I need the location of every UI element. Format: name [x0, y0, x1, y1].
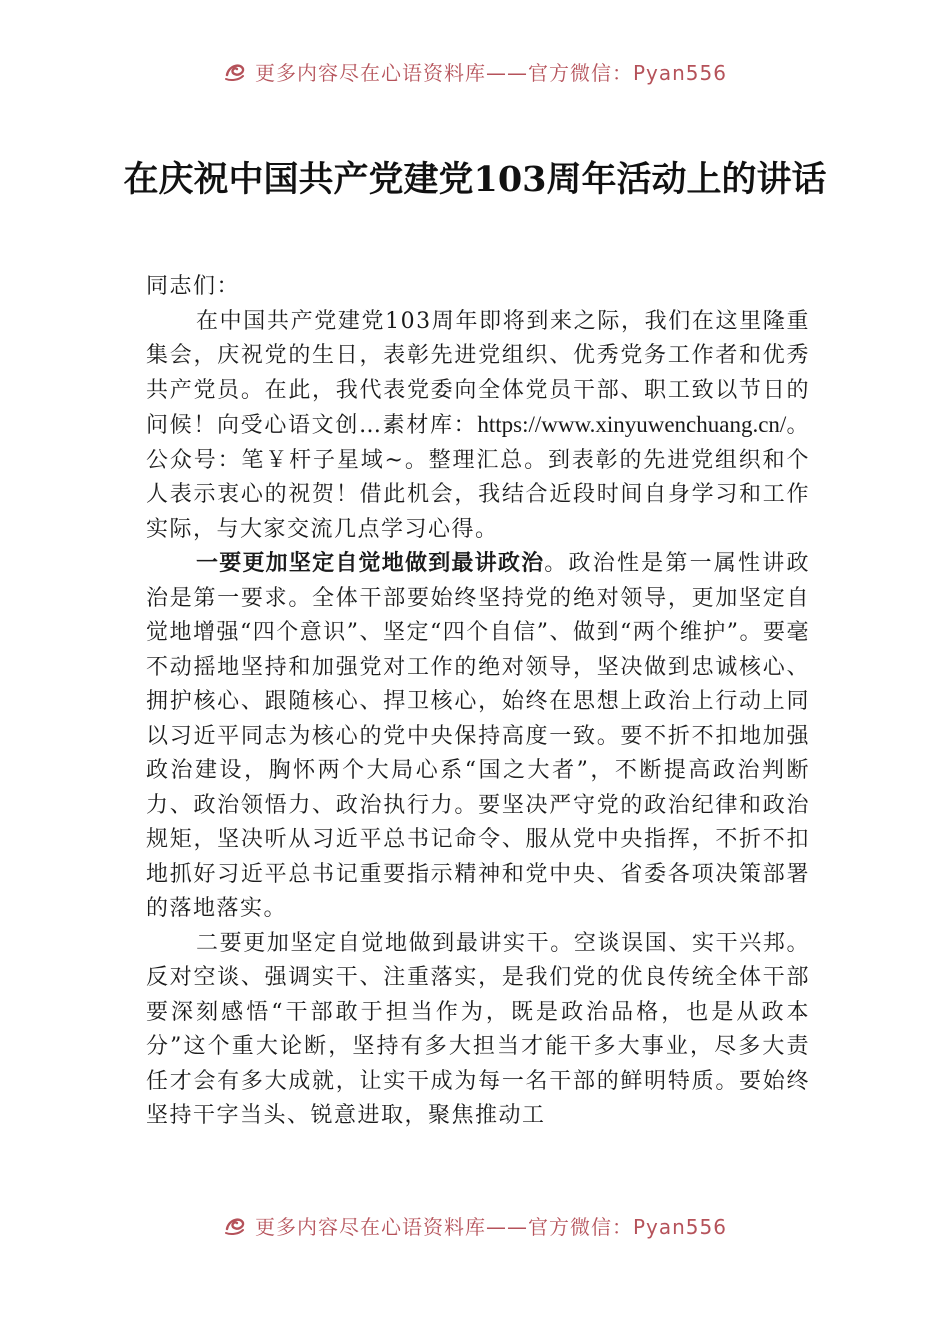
paragraph-1-tail: 。公众号：笔￥杆子星域~。整理汇总。到表彰的先进党组织和个人表示衷心的祝贺！借此机会，我结合近段时间自身学习和工作实际，与大家交流几点学习心得。: [146, 413, 810, 542]
watermark-text: 更多内容尽在心语资料库——官方微信：Pyan556: [254, 60, 727, 85]
spiral-logo-icon: [223, 59, 247, 83]
paragraph-2-heading: 一要更加坚定自觉地做到最讲政治: [196, 551, 545, 576]
paragraph-3: 二要更加坚定自觉地做到最讲实干。空谈误国、实干兴邦。反对空谈、强调实干、注重落实，是我们党的优良传统全体干部要深刻感悟“干部敢于担当作为，既是政治品格，也是从政本分”这个重大论断，坚持有多大担当才能干多大事业，尽多大责任才会有多大成就，让实干成为每一名干部的鲜明特质。要始终坚持干字当头、锐意进取，聚焦推动工: [146, 930, 810, 1128]
salutation: 同志们：: [146, 274, 241, 299]
header-watermark: [0, 56, 950, 86]
paragraph-2-text: 。政治性是第一属性讲政治是第一要求。全体干部要始终坚持党的绝对领导，更加坚定自觉地增强“四个意识”、坚定“四个自信”、做到“两个维护”。要毫不动摇地坚持和加强党对工作的绝对领导，坚决做到忠诚核心、拥护核心、跟随核心、捍卫核心，始终在思想上政治上行动上同以习近平同志为核心的党中央保持高度一致。要不折不扣地加强政治建设，胸怀两个大局心系“国之大者”，不断提高政治判断力、政治领悟力、政治执行力。要坚决严守党的政治纪律和政治规矩，坚决听从习近平总书记命令、服从党中央指挥，不折不扣地抓好习近平总书记重要指示精神和党中央、省委各项决策部署的落地落实。: [146, 551, 810, 921]
document-title: 在庆祝中国共产党建党103周年活动上的讲话: [123, 159, 827, 200]
footer-watermark: [0, 1210, 950, 1240]
paragraph-1-text: 在中国共产党建党103周年即将到来之际，我们在这里隆重集会，庆祝党的生日，表彰先进党组织、优秀党务工作者和优秀共产党员。在此，我代表党委向全体党员干部、职工致以节日的问候！向受心语文创…素材库：: [146, 308, 810, 438]
source-url: https://www.xinyuwenchuang.cn/: [477, 412, 787, 437]
watermark-text: 更多内容尽在心语资料库——官方微信：Pyan556: [254, 1214, 727, 1239]
document-body: [146, 270, 810, 1134]
paragraph-2: [146, 547, 810, 927]
spiral-logo-icon: [223, 1213, 247, 1237]
paragraph-1: [146, 305, 810, 548]
